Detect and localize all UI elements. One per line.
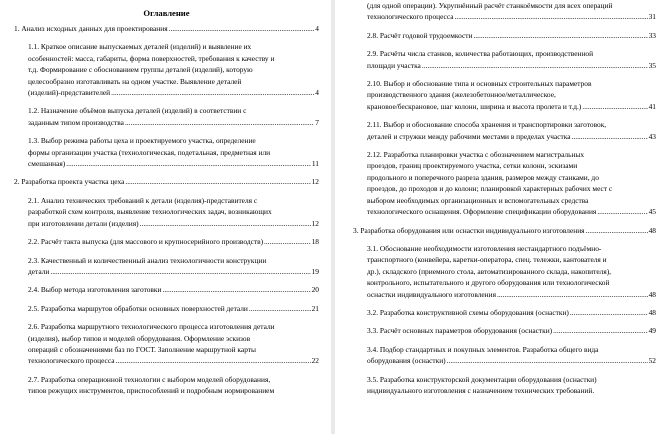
toc-entry-text: деталей и стружки между рабочими местами в пределах участка (367, 131, 571, 141)
toc-entry-text: технологического процесса (28, 356, 115, 366)
toc-entry-last-line (367, 60, 656, 71)
toc-entry[interactable] (28, 135, 319, 169)
toc-leader-dots (140, 218, 311, 229)
toc-entry-text: технологического процесса (367, 12, 454, 22)
toc-entry-line: др.), складского (приемного стола, автоматизированного склада, накопителя), (367, 266, 612, 276)
toc-entry-line: 2.3. Качественный и количественный анализ технологичности конструкции (28, 255, 267, 265)
toc-entry[interactable] (367, 374, 656, 397)
toc-entry-line: 2.1. Анализ технических требований к детали (изделия)-представителя с (28, 195, 258, 205)
toc-leader-dots (111, 87, 314, 98)
toc-entry-last-line (14, 176, 319, 187)
toc-entry-last-line (28, 355, 319, 366)
toc-entry-text: оборудования (оснастки) (367, 356, 446, 366)
toc-leader-dots (572, 131, 648, 142)
toc-entry-line: проездов, до проходов и до колонн; планировкой характерных рабочих мест с (367, 184, 613, 194)
toc-entry-line: 1.2. Назначение объёмов выпуска деталей (изделий) в соответствии с (28, 106, 247, 116)
toc-page-number: 48 (648, 289, 656, 299)
toc-entry-last-line (367, 385, 656, 396)
toc-entry-text: 3.2. Разработка конструктивной схемы оборудования (оснастки) (367, 307, 569, 317)
toc-leader-dots (497, 289, 648, 300)
toc-leader-dots (249, 303, 311, 314)
toc-page-number: 7 (315, 117, 319, 127)
toc-entry-last-line (353, 225, 656, 236)
toc-page-number: 22 (311, 356, 319, 366)
toc-entry-line: (изделия), выбор типов и моделей оборудования. Оформление эскизов (28, 333, 251, 343)
toc-entry-line: 2.7. Разработка операционной технологии с выбором моделей оборудования, (28, 374, 271, 384)
toc-entry-last-line (367, 289, 656, 300)
toc-entry[interactable] (367, 325, 656, 336)
toc-page-number: 21 (311, 303, 319, 313)
toc-entry-line: 1.1. Краткое описание выпускаемых деталей (изделий) и выявление их (28, 42, 252, 52)
toc-entry-line: (для одной операции). Укрупнённый расчёт станкоёмкости для всех операций (367, 1, 613, 10)
toc-entry-last-line (28, 158, 319, 169)
toc-page-number: 4 (315, 24, 319, 33)
document-page-right (335, 0, 666, 434)
toc-page-number: 12 (311, 177, 319, 187)
toc-entry-text: заданным типом производства (28, 117, 124, 127)
toc-leader-dots (50, 266, 310, 277)
toc-entry-last-line (367, 325, 656, 336)
toc-leader-dots (66, 158, 311, 169)
toc-entry[interactable] (367, 307, 656, 318)
toc-entry-last-line (28, 303, 319, 314)
toc-entry[interactable] (367, 119, 656, 142)
toc-entry-line: 2.6. Разработка маршрутного технологического процесса изготовления детали (28, 322, 275, 332)
toc-entry[interactable] (14, 23, 319, 34)
toc-entry-text: при изготовлении детали (изделия) (28, 218, 139, 228)
toc-list-left (14, 23, 319, 397)
toc-entry-line: 1.3. Выбор режима работы цеха и проектируемого участка, определение (28, 136, 256, 146)
toc-entry-text: площади участка (367, 60, 421, 70)
toc-leader-dots (473, 30, 647, 41)
toc-entry-line: 3.1. Обоснование необходимости изготовления нестандартного подъёмно- (367, 243, 602, 253)
toc-entry-text: (изделий)-представителей (28, 88, 111, 98)
toc-entry-text: 2.2. Расчёт такта выпуска (для массового и крупносерийного производств) (28, 237, 264, 247)
toc-entry[interactable] (28, 105, 319, 128)
toc-entry[interactable] (28, 236, 319, 247)
toc-entry-text: 3.3. Расчёт основных параметров оборудования (оснастки) (367, 326, 553, 336)
toc-page-number: 31 (648, 12, 656, 22)
toc-entry-text: 3. Разработка оборудования или оснастки индивидуального изготовления (353, 225, 585, 235)
toc-entry[interactable] (367, 344, 656, 367)
toc-entry-last-line (367, 11, 656, 22)
toc-entry-line: т.д. Формирование с обоснованием группы деталей (изделий), которую (28, 65, 253, 75)
toc-leader-dots (582, 101, 647, 112)
toc-entry-line: 2.10. Выбор и обоснование типа и основных строительных параметров (367, 79, 592, 89)
toc-entry-line: транспортного (конвейера, каретки-оператора, спец. тележки, кантователя и (367, 255, 607, 265)
toc-entry[interactable] (367, 78, 656, 112)
toc-page-number: 4 (315, 88, 319, 98)
toc-entry-last-line (28, 117, 319, 128)
toc-entry-text: 1. Анализ исходных данных для проектирования (14, 24, 168, 33)
toc-entry-line: производственного здания (железобетонное/металлическое, (367, 90, 556, 100)
toc-entry-last-line (28, 218, 319, 229)
toc-entry-text: 2.5. Разработка маршрутов обработки основных поверхностей детали (28, 303, 248, 313)
toc-page-number: 11 (311, 159, 319, 169)
toc-entry-line: операций с обозначениями баз по ГОСТ. Заполнение маршрутной карты (28, 344, 256, 354)
toc-entry-text: 2. Разработка проекта участка цеха (14, 177, 125, 187)
toc-entry-last-line (367, 30, 656, 41)
toc-leader-dots (586, 225, 648, 236)
toc-entry-line: выбором необходимых организационных и вспомогательных средства (367, 195, 589, 205)
toc-entry[interactable] (353, 225, 656, 236)
toc-page-number: 48 (648, 307, 656, 317)
toc-entry-line: 3.5. Разработка конструкторской документации оборудования (оснастки) (367, 374, 597, 384)
toc-page-number: 45 (648, 207, 656, 217)
toc-entry-line: 2.12. Разработка планировки участка с обозначением магистральных (367, 150, 585, 160)
toc-entry-text: 2.8. Расчёт годовой трудоемкости (367, 30, 473, 40)
toc-entry-last-line (28, 236, 319, 247)
toc-leader-dots (447, 355, 648, 366)
toc-entry-line: особенностей: масса, габариты, форма поверхностей, требования к качеству и (28, 53, 275, 63)
toc-page-number: 35 (648, 60, 656, 70)
toc-leader-dots (169, 23, 315, 34)
toc-page-number: 33 (648, 30, 656, 40)
toc-page-number: 49 (648, 326, 656, 336)
toc-leader-dots (570, 307, 648, 318)
toc-entry-last-line (367, 101, 656, 112)
toc-leader-dots (597, 206, 647, 217)
toc-leader-dots (116, 355, 311, 366)
toc-page-number: 18 (311, 237, 319, 247)
toc-entry[interactable] (367, 0, 656, 23)
toc-entry-line: проездов, границ проектируемого участка, сетки колонн, эскизами (367, 161, 578, 171)
toc-entry[interactable] (367, 30, 656, 41)
toc-entry-last-line (28, 284, 319, 295)
toc-page-number: 20 (311, 285, 319, 295)
toc-entry-line: разработкой схем контроля, выявление технологических задач, возникающих (28, 207, 272, 217)
toc-entry-line: целесообразно изготавливать на одном участке. Выявление деталей (28, 76, 242, 86)
toc-entry-last-line (367, 355, 656, 366)
toc-entry[interactable] (28, 284, 319, 295)
toc-leader-dots (125, 117, 314, 128)
toc-entry-line: 3.4. Подбор стандартных и покупных элементов. Разработка общего вида (367, 344, 599, 354)
toc-entry-line: типов режущих инструментов, приспособлений и подробным нормированием (28, 386, 275, 396)
toc-title: Оглавление (143, 8, 190, 18)
toc-page-number: 43 (648, 131, 656, 141)
toc-leader-dots (125, 176, 310, 187)
toc-entry[interactable] (14, 176, 319, 187)
toc-leader-dots (162, 284, 310, 295)
toc-entry-last-line (14, 23, 319, 34)
toc-page-number: 48 (648, 225, 656, 235)
toc-list-right (353, 0, 656, 396)
toc-entry-last-line (28, 266, 319, 277)
toc-entry-last-line (28, 87, 319, 98)
toc-entry-text: смешанная) (28, 159, 66, 169)
toc-leader-dots (264, 236, 311, 247)
toc-entry-text: крановое/бескрановое, шаг колонн, ширина и высота пролета и т.д.) (367, 101, 582, 111)
toc-entry[interactable] (28, 255, 319, 278)
toc-entry-line: 2.11. Выбор и обоснование способа хранения и транспортировки заготовок, (367, 120, 607, 130)
toc-entry-line: продольного и поперечного разреза здания, размеров между станками, до (367, 172, 599, 182)
toc-entry-line: 2.9. Расчёты числа станков, количества работающих, производственной (367, 49, 594, 59)
document-page-left (0, 0, 331, 434)
toc-page-number: 41 (648, 101, 656, 111)
toc-entry[interactable] (28, 41, 319, 98)
toc-entry-text: индивидуального изготовления с назначением технических требований. (367, 385, 595, 395)
toc-entry-text: 2.4. Выбор метода изготовления заготовки (28, 285, 162, 295)
toc-entry-last-line (367, 131, 656, 142)
toc-entry[interactable] (367, 149, 656, 217)
toc-entry-last-line (367, 206, 656, 217)
toc-entry-line: формы организации участка (технологическая, подетальная, предметная или (28, 147, 271, 157)
toc-page-number: 52 (648, 356, 656, 366)
toc-page-number: 12 (311, 218, 319, 228)
toc-page-number: 19 (311, 266, 319, 276)
toc-entry[interactable] (367, 243, 656, 300)
toc-entry[interactable] (28, 195, 319, 229)
toc-entry[interactable] (28, 374, 319, 397)
toc-leader-dots (455, 11, 648, 22)
toc-leader-dots (553, 325, 647, 336)
toc-entry-last-line (367, 307, 656, 318)
toc-entry-line: контрольного, испытательного и другого оборудования или технологической (367, 278, 610, 288)
toc-entry-text: детали (28, 266, 50, 276)
toc-entry[interactable] (28, 321, 319, 367)
toc-entry-text: оснастки индивидуального изготовления (367, 289, 496, 299)
toc-leader-dots (422, 60, 648, 71)
toc-entry-text: технологического оснащения. Оформление спецификации оборудования (367, 207, 597, 217)
toc-entry[interactable] (367, 48, 656, 71)
toc-entry[interactable] (28, 303, 319, 314)
